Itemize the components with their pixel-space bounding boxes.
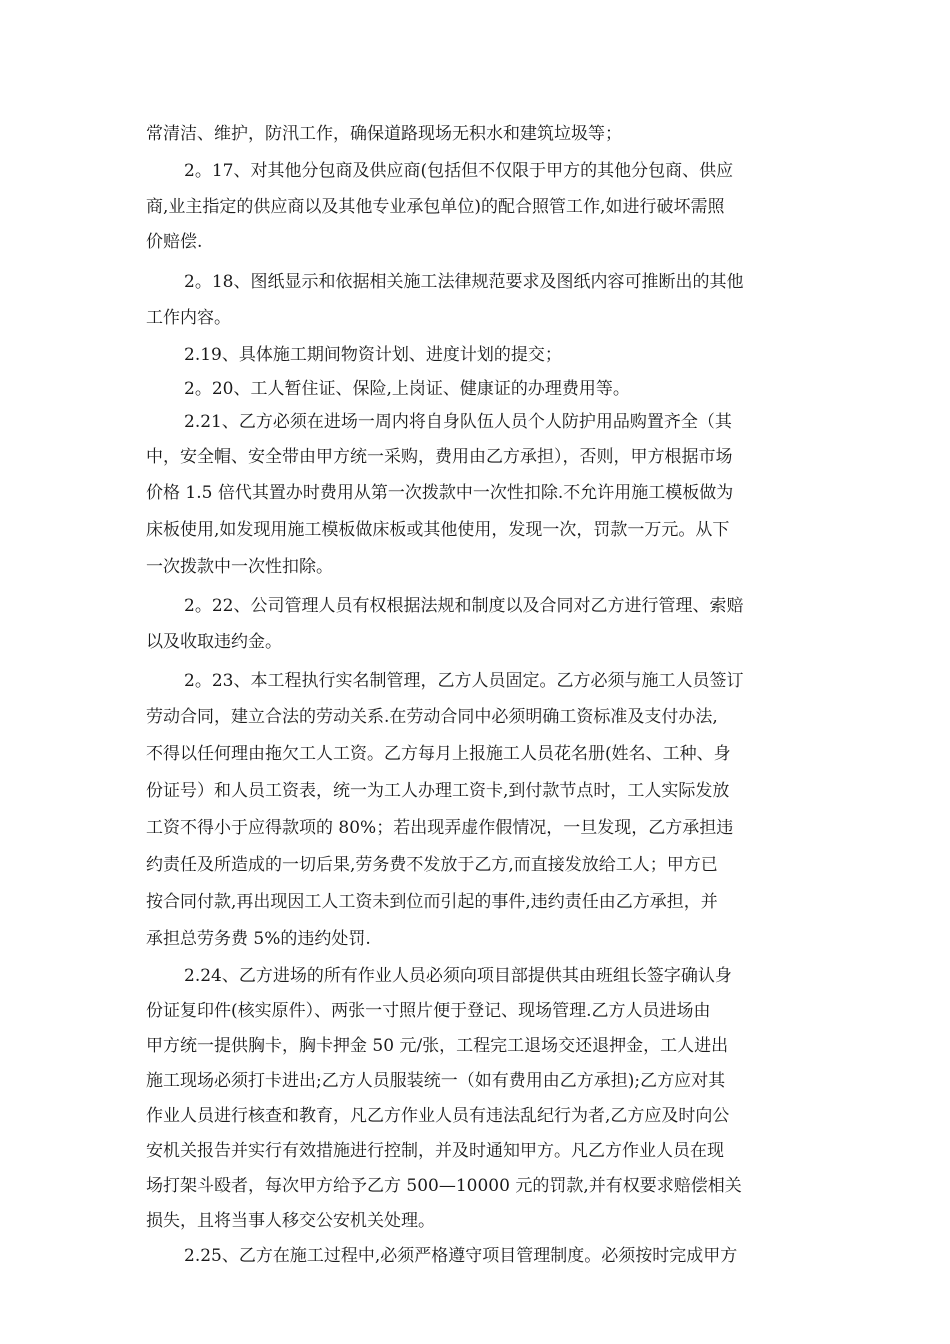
- text-line: 商,业主指定的供应商以及其他专业承包单位)的配合照管工作,如进行破坏需照: [146, 197, 725, 217]
- text-line: 约责任及所造成的一切后果,劳务费不发放于乙方,而直接发放给工人；甲方已: [146, 855, 718, 875]
- text-line: 甲方统一提供胸卡，胸卡押金 50 元/张，工程完工退场交还退押金，工人进出: [146, 1036, 729, 1056]
- clause-2-23-line: 2。23、本工程执行实名制管理，乙方人员固定。乙方必须与施工人员签订: [184, 671, 744, 691]
- text-line: 以及收取违约金。: [146, 632, 282, 652]
- text-line: 劳动合同，建立合法的劳动关系.在劳动合同中必须明确工资标准及支付办法,: [146, 707, 718, 727]
- text-line: 床板使用,如发现用施工模板做床板或其他使用，发现一次，罚款一万元。从下: [146, 520, 730, 540]
- text-line: 按合同付款,再出现因工人工资未到位而引起的事件,违约责任由乙方承担，并: [146, 892, 718, 912]
- text-line: 份证号）和人员工资表，统一为工人办理工资卡,到付款节点时，工人实际发放: [146, 781, 730, 801]
- text-line: 份证复印件(核实原件）、两张一寸照片便于登记、现场管理.乙方人员进场由: [146, 1001, 711, 1021]
- text-line: 一次拨款中一次性扣除。: [146, 557, 333, 577]
- text-line: 常清洁、维护，防汛工作，确保道路现场无积水和建筑垃圾等；: [146, 124, 622, 144]
- text-line: 不得以任何理由拖欠工人工资。乙方每月上报施工人员花名册(姓名、工种、身: [146, 744, 731, 764]
- text-line: 场打架斗殴者，每次甲方给予乙方 500—10000 元的罚款,并有权要求赔偿相关: [146, 1176, 742, 1196]
- text-line: 损失，且将当事人移交公安机关处理。: [146, 1211, 435, 1231]
- text-line: 价格 1.5 倍代其置办时费用从第一次拨款中一次性扣除.不允许用施工模板做为: [146, 483, 734, 503]
- clause-2-20-line: 2。20、工人暂住证、保险,上岗证、健康证的办理费用等。: [184, 379, 630, 399]
- text-line: 价赔偿.: [146, 232, 203, 252]
- text-line: 作业人员进行核查和教育，凡乙方作业人员有违法乱纪行为者,乙方应及时向公: [146, 1106, 730, 1126]
- clause-2-19-line: 2.19、具体施工期间物资计划、进度计划的提交；: [184, 345, 562, 365]
- clause-2-24-line: 2.24、乙方进场的所有作业人员必须向项目部提供其由班组长签字确认身: [184, 966, 732, 986]
- clause-2-22-line: 2。22、公司管理人员有权根据法规和制度以及合同对乙方进行管理、索赔: [184, 596, 744, 616]
- text-line: 安机关报告并实行有效措施进行控制，并及时通知甲方。凡乙方作业人员在现: [146, 1141, 724, 1161]
- text-line: 施工现场必须打卡进出;乙方人员服装统一（如有费用由乙方承担);乙方应对其: [146, 1071, 726, 1091]
- clause-2-21-line: 2.21、乙方必须在进场一周内将自身队伍人员个人防护用品购置齐全（其: [184, 412, 732, 432]
- clause-2-25-line: 2.25、乙方在施工过程中,必须严格遵守项目管理制度。必须按时完成甲方: [184, 1246, 738, 1266]
- text-line: 承担总劳务费 5%的违约处罚.: [146, 929, 371, 949]
- clause-2-18-line: 2。18、图纸显示和依据相关施工法律规范要求及图纸内容可推断出的其他: [184, 272, 744, 292]
- text-line: 中，安全帽、安全带由甲方统一采购，费用由乙方承担），否则，甲方根据市场: [146, 447, 733, 467]
- text-line: 工资不得小于应得款项的 80%；若出现弄虚作假情况，一旦发现，乙方承担违: [146, 818, 734, 838]
- text-line: 工作内容。: [146, 308, 231, 328]
- clause-2-17-line: 2。17、对其他分包商及供应商(包括但不仅限于甲方的其他分包商、供应: [184, 161, 734, 181]
